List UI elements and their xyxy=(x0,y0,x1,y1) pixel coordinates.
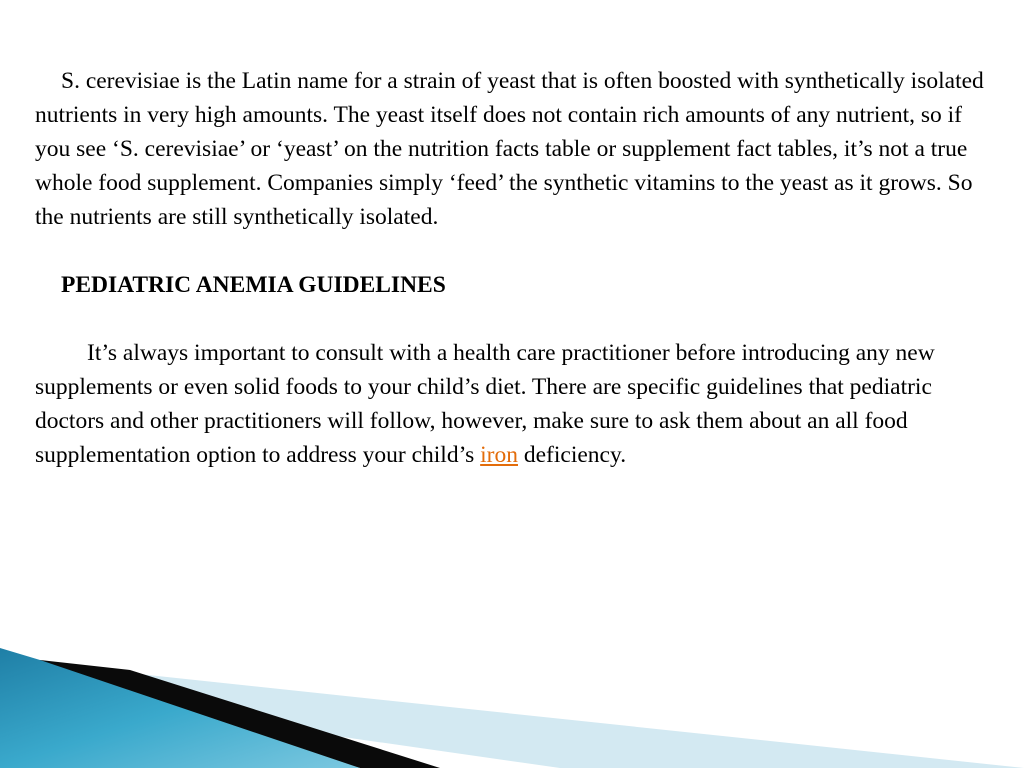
section-heading: PEDIATRIC ANEMIA GUIDELINES xyxy=(61,272,446,298)
paragraph-guidelines-text: It’s always important to consult with a health care practitioner before introducing any new supplements or even solid foods to your child’s diet. There are specific guidelines that pediatric doctors and other practitioners will follow, however, make sure to ask them about an all food supplementation option to address your child’s xyxy=(35,340,935,468)
paragraph-guidelines-end: deficiency. xyxy=(518,442,627,468)
teal-wedge xyxy=(0,648,360,768)
iron-link[interactable]: iron xyxy=(480,442,518,468)
slide-content xyxy=(35,64,995,472)
black-swoosh xyxy=(0,660,440,768)
paragraph-yeast: S. cerevisiae is the Latin name for a strain of yeast that is often boosted with synthetically isolated nutrients in very high amounts. The yeast itself does not contain rich amounts of any nutrient, so if you see ‘S. cerevisiae’ or ‘yeast’ on the nutrition facts table or supplement fact tables, it’s not a true whole food supplement. Companies simply ‘feed’ the synthetic vitamins to the yeast as it grows. So the nutrients are still synthetically isolated. xyxy=(35,68,984,230)
light-blue-band xyxy=(0,672,1024,768)
paragraph-guidelines xyxy=(35,336,995,472)
